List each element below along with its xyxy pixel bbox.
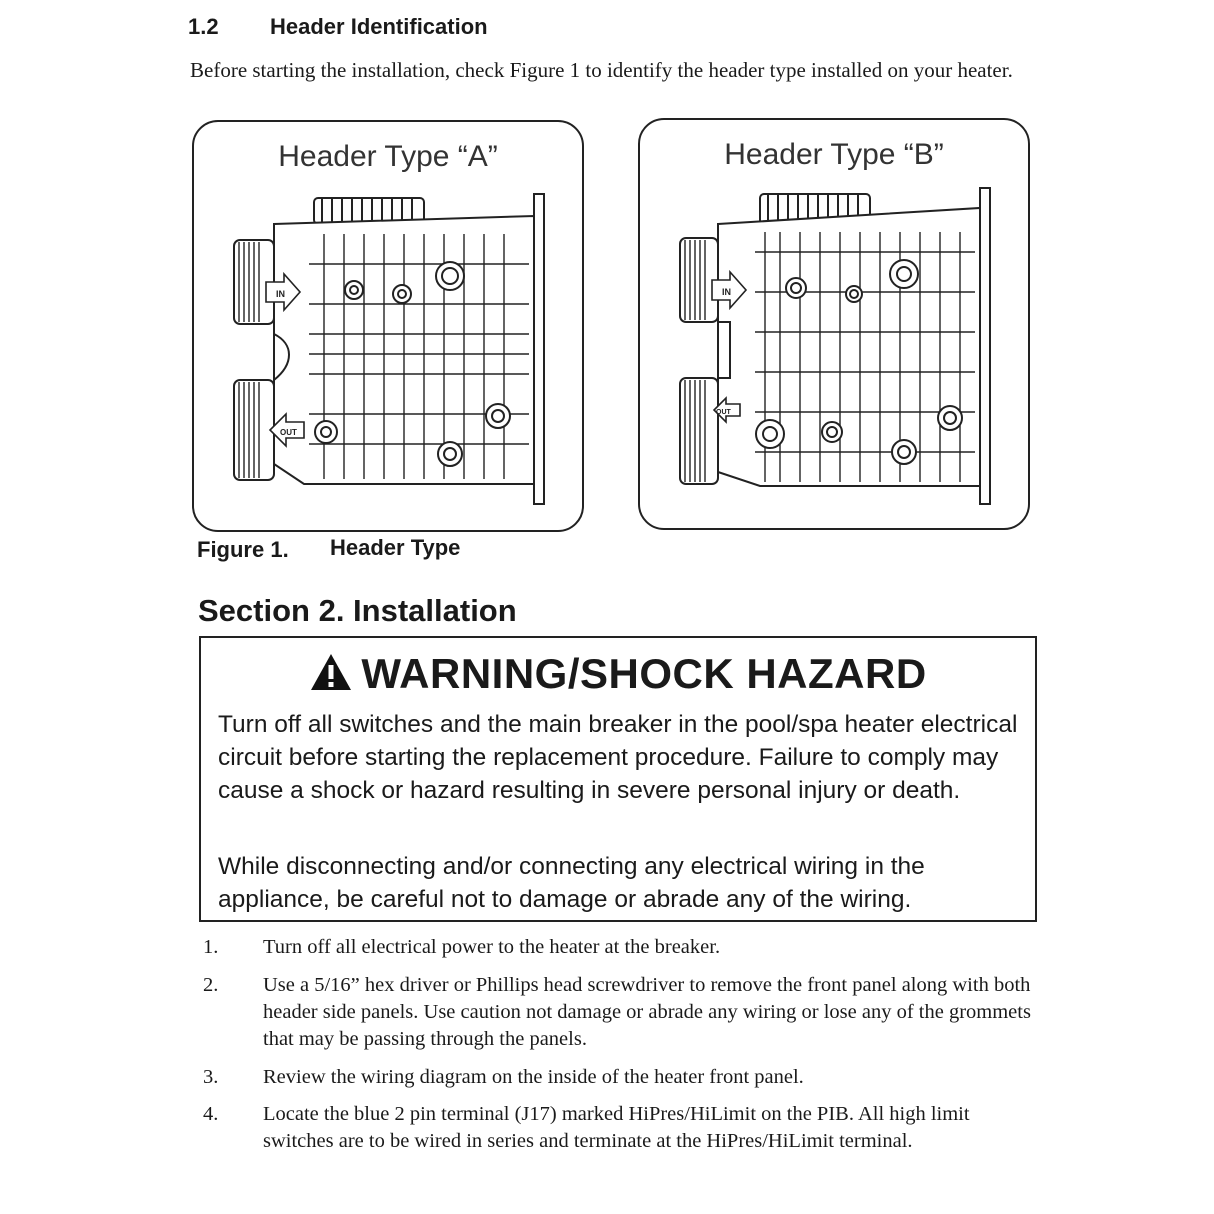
- step-number: 3.: [203, 1066, 219, 1088]
- panel-a-title: Header Type “A”: [278, 140, 498, 173]
- warning-paragraph-2: While disconnecting and/or connecting any electrical wiring in the appliance, be careful not to damage or abrade any of the wiring.: [218, 853, 925, 913]
- warning-box: [199, 636, 1037, 922]
- warning-triangle-icon: [309, 652, 353, 692]
- step-number: 1.: [203, 936, 219, 958]
- step-text: Use a 5/16” hex driver or Phillips head screwdriver to remove the front panel along with both header side panels. Use caution not damage or abrade any wiring or lose any of the grommets that may be passing through the panels.: [263, 974, 1031, 1050]
- warning-heading-text: WARNING/SHOCK HAZARD: [361, 650, 927, 697]
- step-text: Turn off all electrical power to the heater at the breaker.: [263, 936, 721, 958]
- warning-heading: [201, 650, 1035, 698]
- out-label: OUT: [716, 409, 731, 416]
- step-number: 2.: [203, 974, 219, 996]
- in-label: IN: [722, 287, 731, 297]
- intro-paragraph: Before starting the installation, check Figure 1 to identify the header type installed on your heater.: [190, 58, 1013, 82]
- section-2-title: Section 2. Installation: [198, 593, 517, 628]
- section-number: 1.2: [188, 14, 219, 39]
- figure-caption: Header Type: [330, 535, 461, 560]
- figure-number: Figure 1.: [197, 537, 289, 562]
- header-a-illustration: [214, 184, 554, 514]
- header-b-illustration: [660, 182, 1000, 512]
- step-text: Review the wiring diagram on the inside of the heater front panel.: [263, 1066, 804, 1088]
- in-label: IN: [276, 289, 285, 299]
- panel-b-title: Header Type “B”: [724, 138, 944, 171]
- header-type-b-panel: [638, 118, 1030, 530]
- section-title: Header Identification: [270, 14, 488, 39]
- step-number: 4.: [203, 1103, 219, 1125]
- out-label: OUT: [280, 428, 297, 437]
- warning-paragraph-1: Turn off all switches and the main breaker in the pool/spa heater electrical circuit before starting the replacement procedure. Failure to comply may cause a shock or hazard resulting in severe personal injury or death.: [218, 711, 1018, 804]
- header-type-a-panel: [192, 120, 584, 532]
- step-text: Locate the blue 2 pin terminal (J17) marked HiPres/HiLimit on the PIB. All high limit switches are to be wired in series and terminate at the HiPres/HiLimit terminal.: [263, 1103, 970, 1152]
